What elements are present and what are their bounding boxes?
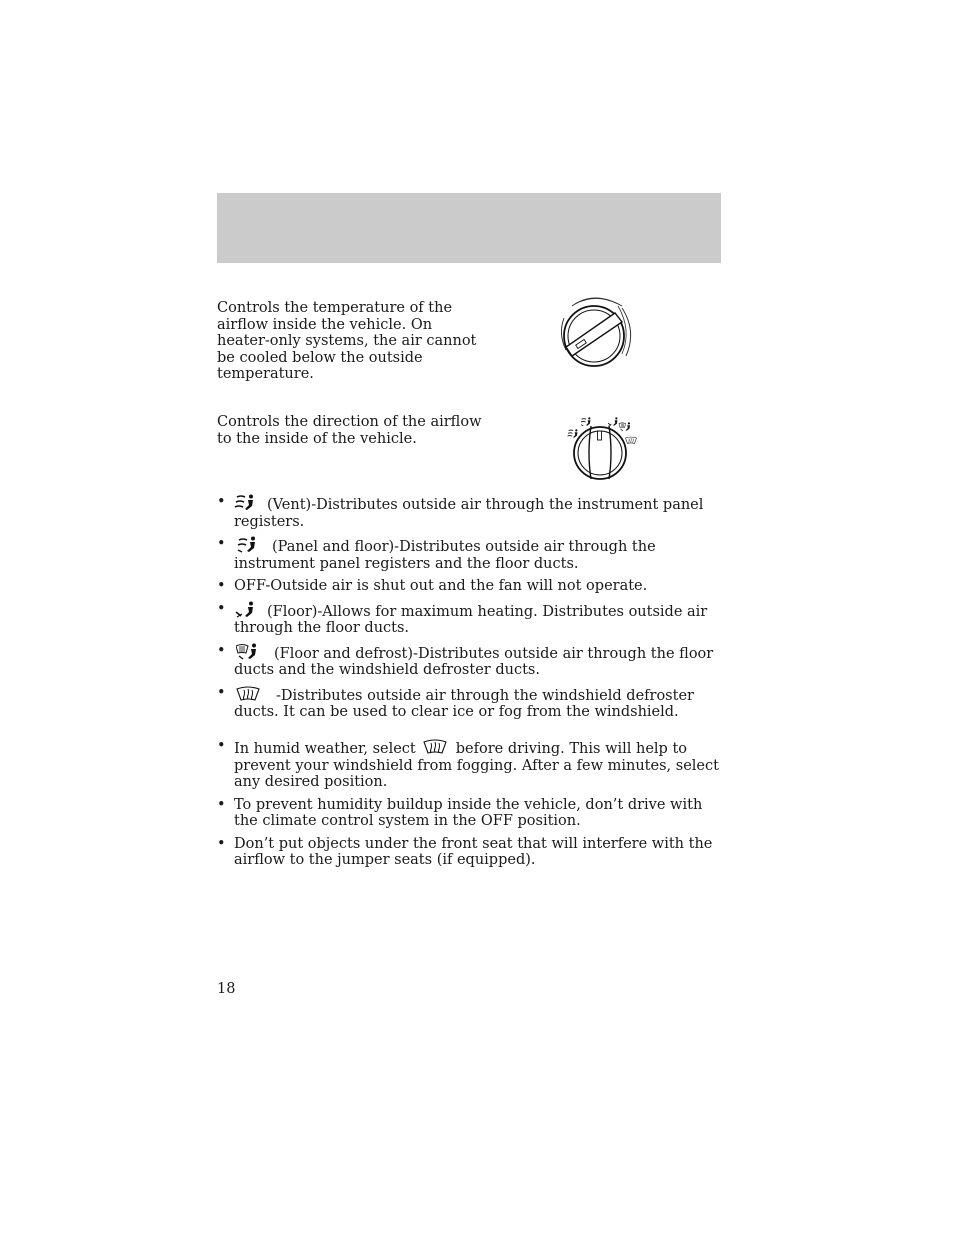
list-item-off <box>217 578 717 595</box>
temperature-description: Controls the temperature of the airflow inside the vehicle. On heater-only systems, the air cannot be cooled below the outside temperature. <box>217 300 477 382</box>
list-item-text: (Floor)-Allows for maximum heating. Distributes outside air through the floor ducts. <box>234 603 708 636</box>
floor-icon <box>234 601 256 619</box>
bullet: • <box>217 684 226 701</box>
list-item-text: -Distributes outside air through the windshield defroster ducts. It can be used to clear ice or fog from the windshield. <box>234 687 694 720</box>
floor-defrost-icon <box>236 643 260 661</box>
section-header-band <box>217 193 721 263</box>
mode-description: Controls the direction of the airflow to the inside of the vehicle. <box>217 414 482 447</box>
list-item-floor-defrost <box>217 643 717 679</box>
list-item-text: Don’t put objects under the front seat that will interfere with the airflow to the jumper seats (if equipped). <box>234 835 713 868</box>
list-item-text-after: before driving. This will help to prevent your windshield from fogging. After a few minutes, select any desired position. <box>234 741 719 790</box>
list-item-defrost <box>217 685 717 721</box>
mode-position-list <box>217 494 717 727</box>
defrost-icon <box>423 738 449 756</box>
list-item-panel-floor <box>217 536 717 572</box>
list-item-text: To prevent humidity buildup inside the vehicle, don’t drive with the climate control system in the OFF position. <box>234 796 703 829</box>
page-number: 18 <box>217 981 236 997</box>
tips-list <box>217 738 721 875</box>
bullet: • <box>217 796 226 813</box>
list-item-text-before: In humid weather, select <box>234 741 416 757</box>
list-item-text: (Floor and defrost)-Distributes outside air through the floor ducts and the windshield defroster ducts. <box>234 645 714 678</box>
defrost-icon <box>236 685 262 703</box>
list-item-text: (Vent)-Distributes outside air through the instrument panel registers. <box>234 497 704 530</box>
bullet: • <box>217 835 226 852</box>
list-item-vent <box>217 494 717 530</box>
bullet: • <box>217 578 226 594</box>
bullet: • <box>217 536 226 552</box>
mode-knob-icon <box>563 413 645 483</box>
temperature-knob-icon <box>552 296 636 372</box>
bullet: • <box>217 642 226 659</box>
list-item-front-seat <box>217 836 721 869</box>
vent-icon <box>234 494 256 512</box>
list-item-humidity <box>217 797 721 830</box>
bullet: • <box>217 600 226 617</box>
list-item-floor <box>217 601 717 637</box>
bullet: • <box>217 738 226 754</box>
list-item-humid-weather <box>217 738 721 791</box>
bullet: • <box>217 494 226 510</box>
list-item-text: OFF-Outside air is shut out and the fan will not operate. <box>234 578 648 594</box>
panel-floor-icon <box>236 536 258 554</box>
list-item-text: (Panel and floor)-Distributes outside air through the instrument panel registers and the floor ducts. <box>234 539 656 572</box>
